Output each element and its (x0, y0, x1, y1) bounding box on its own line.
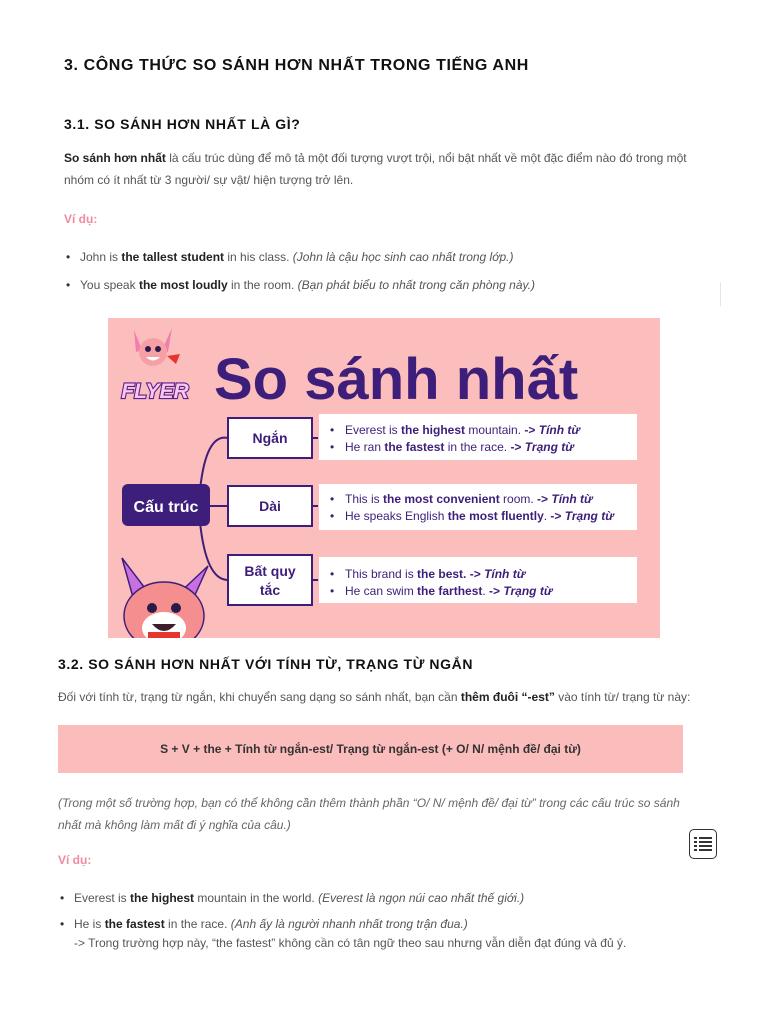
banner-example-1-1: He speaks English the most fluently. -> Trạng từ (345, 509, 614, 523)
section-3-1-intro (64, 147, 724, 191)
so-sanh-nhat-infographic (108, 318, 660, 638)
example-label-1: Ví dụ: (64, 212, 98, 226)
example-list-1 (66, 250, 535, 292)
section-heading-3-2: 3.2. SO SÁNH HƠN NHẤT VỚI TÍNH TỪ, TRẠNG TỪ NGẮN (58, 656, 474, 672)
svg-text:•: • (330, 423, 335, 437)
section-heading-3-1: 3.1. SO SÁNH HƠN NHẤT LÀ GÌ? (64, 116, 301, 132)
list-icon (694, 836, 712, 852)
intro-bold-term: So sánh hơn nhất (64, 151, 166, 165)
banner-example-1-0: This is the most convenient room. -> Tính từ (345, 492, 593, 506)
svg-text:•: • (330, 584, 335, 598)
list-item: • Everest is the highest mountain in the world. (Everest là ngọn núi cao nhất thế giới.) (60, 891, 626, 905)
svg-text:•: • (330, 567, 335, 581)
fox-mascot (122, 558, 208, 638)
banner-example-0-1: He ran the fastest in the race. -> Trạng từ (345, 440, 574, 454)
table-of-contents-button[interactable] (689, 829, 717, 859)
list-item: • John is the tallest student in his class. (John là cậu học sinh cao nhất trong lớp.) (66, 250, 535, 264)
section-3-2-intro: Đối với tính từ, trạng từ ngắn, khi chuyển sang dạng so sánh nhất, bạn cần thêm đuôi “-est” vào tính từ/ trạng từ này: (58, 690, 691, 704)
branch-label-irregular-1: Bất quy (244, 563, 296, 579)
flyer-logo-text: FLYER (121, 380, 189, 403)
list-item: • He is the fastest in the race. (Anh ấy là người nhanh nhất trong trận đua.) -> Trong trường hợp này, “the fastest” không cần có tân ngữ theo sau nhưng vẫn diễn đạt đúng và đủ ý. (60, 917, 626, 950)
infographic-title: So sánh nhất (214, 347, 579, 412)
example-box-long (319, 484, 637, 530)
branch-label-short: Ngắn (252, 430, 288, 446)
structure-label: Cấu trúc (133, 499, 199, 516)
banner-example-2-0: This brand is the best. -> Tính từ (345, 567, 526, 581)
branch-label-irregular-2: tắc (259, 582, 281, 598)
intro-line-1: là cấu trúc dùng để mô tả một đối tượng vượt trội, nổi bật nhất về một đặc điểm nào đó trong một (165, 151, 687, 165)
example-list-2 (60, 891, 626, 950)
infographic-svg (108, 318, 660, 638)
svg-text:•: • (330, 440, 335, 454)
banner-example-2-1: He can swim the farthest. -> Trạng từ (345, 584, 553, 598)
intro-line-2: nhóm có ít nhất từ 3 người/ sự vật/ hiện tượng trở lên. (64, 173, 354, 187)
svg-text:•: • (330, 509, 335, 523)
page-title: 3. CÔNG THỨC SO SÁNH HƠN NHẤT TRONG TIẾNG ANH (64, 57, 529, 74)
formula-text: S + V + the + Tính từ ngắn-est/ Trạng từ ngắn-est (+ O/ N/ mệnh đề/ đại từ) (160, 742, 581, 756)
scroll-edge-marker (720, 282, 721, 306)
flyer-logo-mascot (134, 328, 180, 366)
list-item: • You speak the most loudly in the room. (Bạn phát biểu to nhất trong căn phòng này.) (66, 278, 535, 292)
section-3-2-note: (Trong một số trường hợp, bạn có thể không cần thêm thành phần “O/ N/ mệnh đề/ đại từ” trong các cấu trúc so sánh nhất mà không làm mất đi ý nghĩa của câu.) (58, 796, 680, 832)
branch-label-long: Dài (259, 498, 281, 514)
example-label-2: Ví dụ: (58, 853, 92, 867)
example-followup: -> Trong trường hợp này, “the fastest” không cần có tân ngữ theo sau nhưng vẫn diễn đạt đúng và đủ ý. (74, 936, 627, 950)
svg-text:•: • (330, 492, 335, 506)
connector-short (200, 438, 228, 490)
formula-box (58, 725, 683, 773)
banner-example-0-0: Everest is the highest mountain. -> Tính từ (345, 423, 580, 437)
